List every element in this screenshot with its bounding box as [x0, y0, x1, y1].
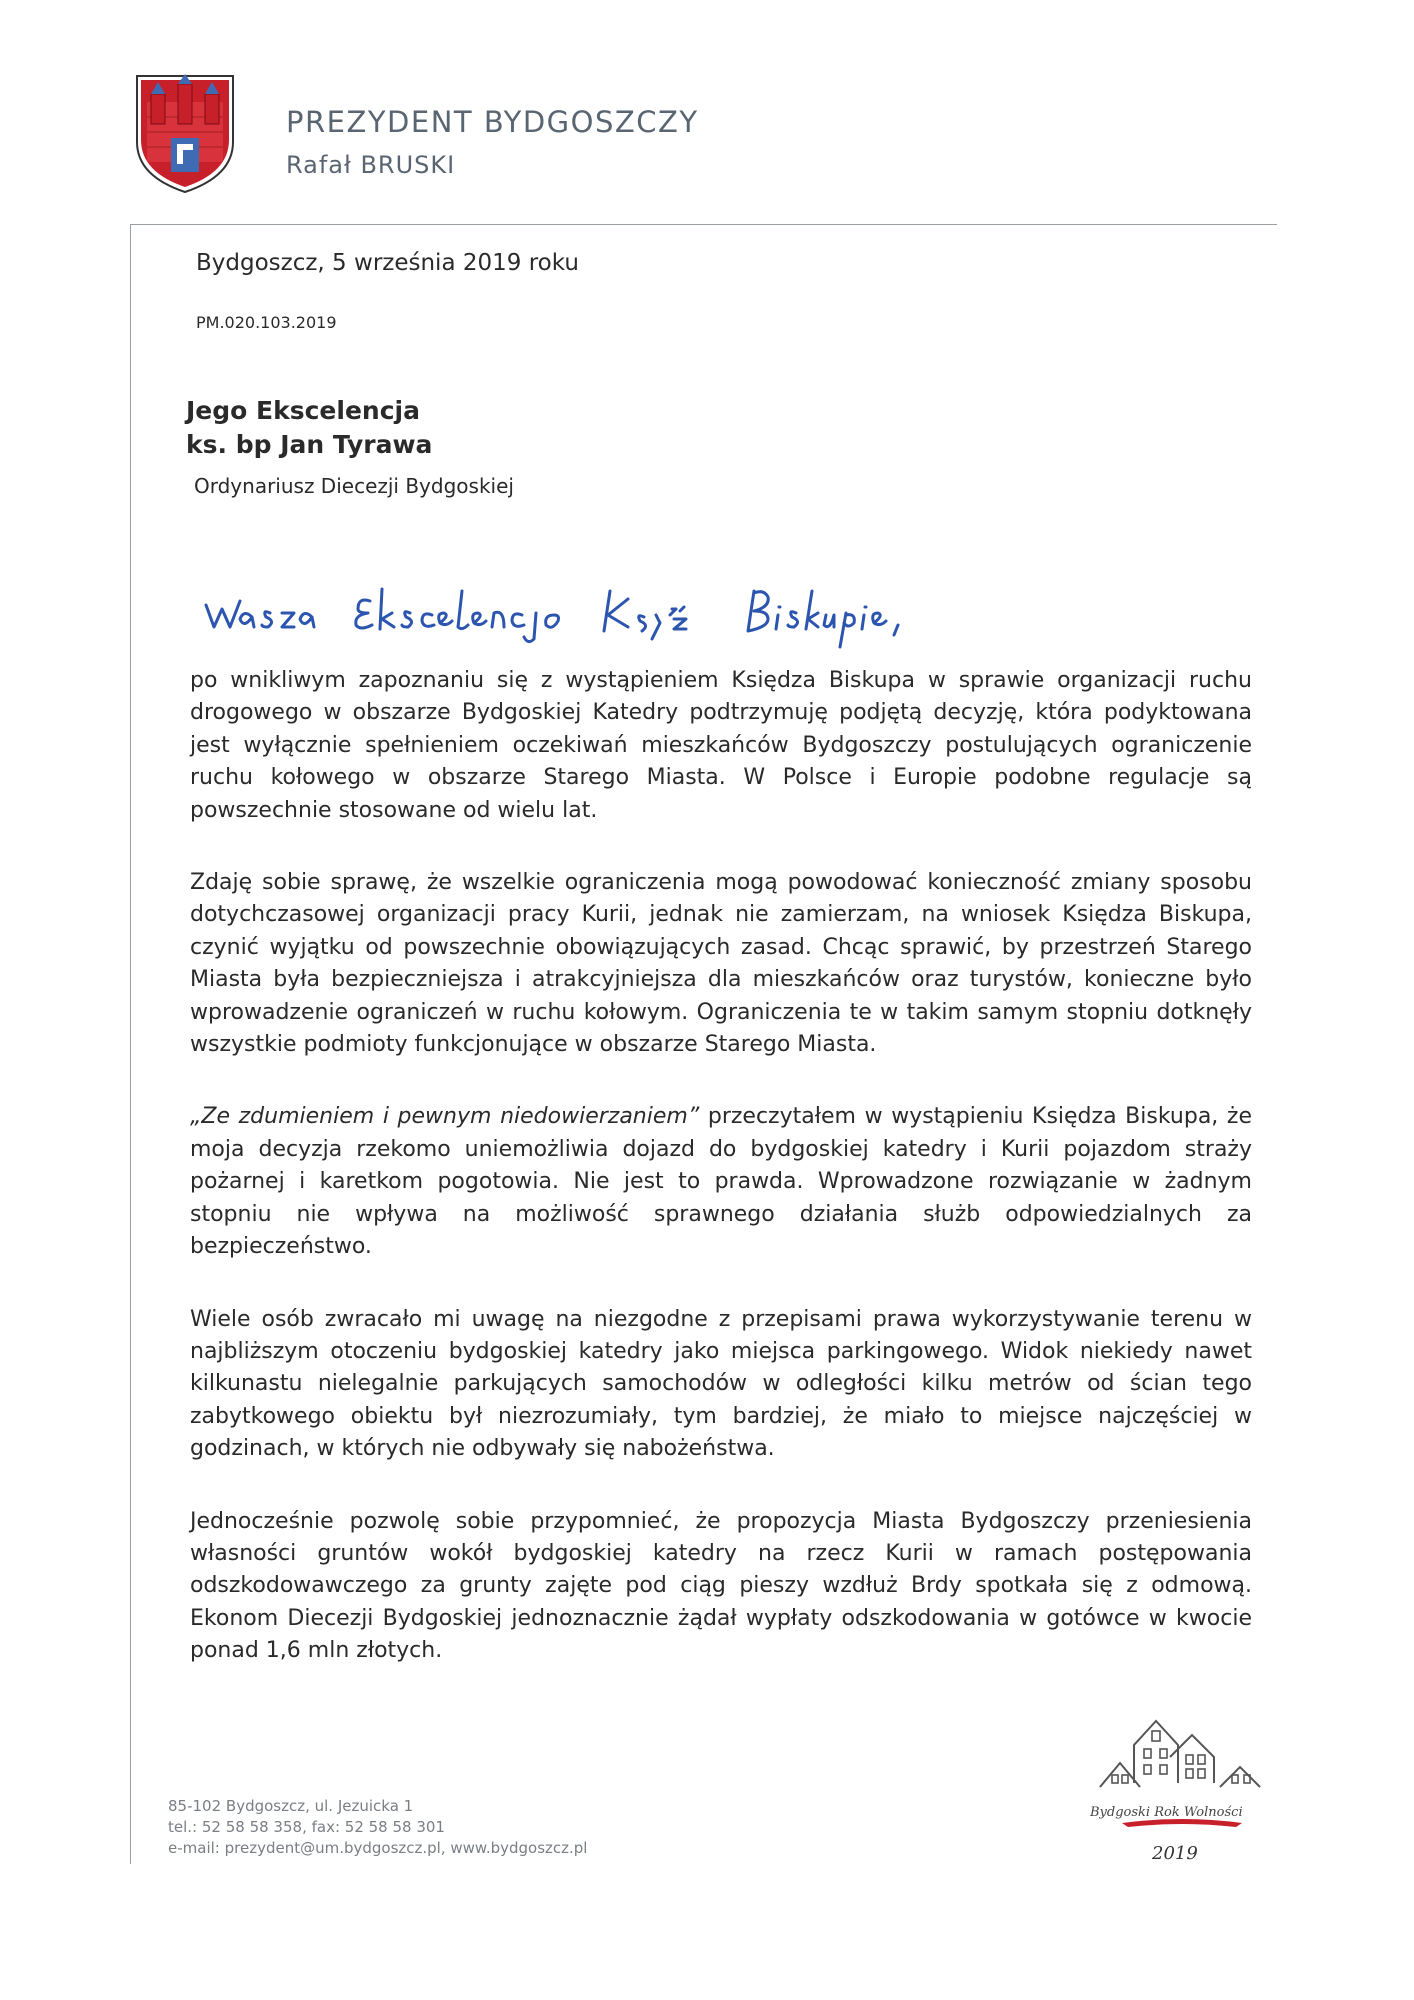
letter-body [190, 665, 1252, 1708]
footer-address: 85-102 Bydgoszcz, ul. Jezuicka 1 [168, 1797, 414, 1815]
paragraph-3 [190, 1101, 1252, 1263]
reference-number: PM.020.103.2019 [196, 313, 337, 332]
office-title: PREZYDENT BYDGOSZCZY [286, 105, 699, 139]
logo-year: 2019 [1152, 1843, 1198, 1864]
margin-divider [130, 224, 131, 1864]
bydgoszcz-coat-of-arms-icon [133, 72, 237, 196]
recipient-position: Ordynariusz Diecezji Bydgoskiej [194, 474, 514, 498]
paragraph-text: Wiele osób zwracało mi uwagę na niezgodne z przepisami prawa wykorzystywanie terenu w najbliższym otoczeniu bydgoskiej katedry jako miejsca parkingowego. Widok niekiedy nawet kilkunastu nielegalnie parkujących samochodów w odległości kilku metrów od ścian tego zabytkowego obiektu był niezrozumiały, tym bardziej, że miało to miejsce najczęściej w godzinach, w których nie odbywały się nabożeństwa. [190, 1306, 1252, 1462]
paragraph-4 [190, 1304, 1252, 1466]
recipient-name: ks. bp Jan Tyrawa [186, 430, 433, 459]
footer-phone: tel.: 52 58 58 358, fax: 52 58 58 301 [168, 1818, 445, 1836]
paragraph-quote: „Ze zdumieniem i pewnym niedowierzaniem” [190, 1104, 700, 1130]
letter-date: Bydgoszcz, 5 września 2019 roku [196, 250, 579, 276]
paragraph-2 [190, 867, 1252, 1061]
paragraph-1 [190, 665, 1252, 827]
header-divider [130, 224, 1277, 225]
bydgoszcz-houses-logo-icon [1082, 1705, 1282, 1865]
recipient-title: Jego Ekscelencja [186, 396, 420, 425]
logo-caption: Bydgoski Rok Wolności [1090, 1805, 1243, 1820]
paragraph-text: Zdaję sobie sprawę, że wszelkie ograniczenia mogą powodować konieczność zmiany sposobu dotychczasowej organizacji pracy Kurii, jednak nie zamierzam, na wniosek Księdza Biskupa, czynić wyjątku od powszechnie obowiązujących zasad. Chcąc sprawić, by przestrzeń Starego Miasta była bezpieczniejsza i atrakcyjniejsza dla mieszkańców oraz turystów, konieczne było wprowadzenie ograniczeń w ruchu kołowym. Ograniczenia te w takim samym stopniu dotknęły wszystkie podmioty funkcjonujące w obszarze Starego Miasta. [190, 870, 1252, 1058]
handwritten-salutation [200, 555, 920, 655]
office-holder-name: Rafał BRUSKI [286, 151, 456, 179]
paragraph-text: przeczytałem w wystąpieniu Księdza Biskupa, że moja decyzja rzekomo uniemożliwia dojazd do bydgoskiej katedry i Kurii pojazdom straży pożarnej i karetkom pogotowia. Nie jest to prawda. Wprowadzone rozwiązanie w żadnym stopniu nie wpływa na możliwość sprawnego działania służb odpowiedzialnych za bezpieczeństwo. [190, 1104, 1253, 1260]
paragraph-5 [190, 1506, 1252, 1668]
footer-email-web: e-mail: prezydent@um.bydgoszcz.pl, www.bydgoszcz.pl [168, 1839, 588, 1857]
paragraph-text: Jednocześnie pozwolę sobie przypomnieć, że propozycja Miasta Bydgoszczy przeniesienia własności gruntów wokół bydgoskiej katedry na rzecz Kurii w ramach postępowania odszkodowawczego za grunty zajęte pod ciąg pieszy wzdłuż Brdy spotkała się z odmową. Ekonom Diecezji Bydgoskiej jednoznacznie żądał wypłaty odszkodowania w gotówce w kwocie ponad 1,6 mln złotych. [190, 1508, 1252, 1664]
paragraph-text: po wnikliwym zapoznaniu się z wystąpieniem Księdza Biskupa w sprawie organizacji ruchu drogowego w obszarze Bydgoskiej Katedry podtrzymuję podjętą decyzję, która podyktowana jest wyłącznie spełnieniem oczekiwań mieszkańców Bydgoszczy postulujących ograniczenie ruchu kołowego w obszarze Starego Miasta. W Polsce i Europie podobne regulacje są powszechnie stosowane od wielu lat. [190, 668, 1252, 823]
footer-contact [168, 1796, 587, 1859]
